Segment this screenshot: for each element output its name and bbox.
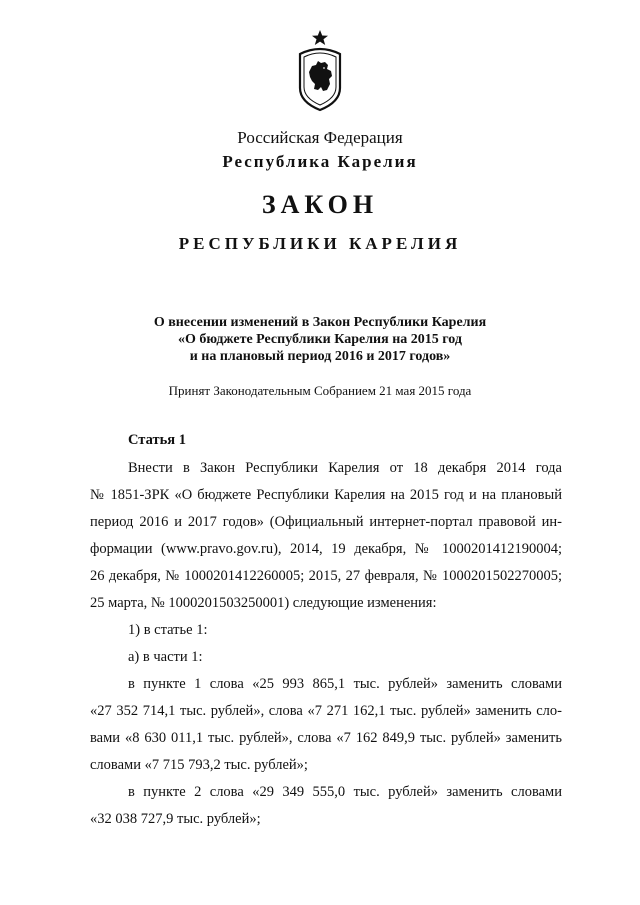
karelia-coat-of-arms-icon	[294, 28, 346, 112]
document-type-subtitle: РЕСПУБЛИКИ КАРЕЛИЯ	[178, 234, 462, 253]
law-title-line: «О бюджете Республики Карелия на 2015 год	[178, 332, 462, 347]
republic-name: Республика Карелия	[222, 152, 418, 171]
body-line: а) в части 1:	[128, 649, 203, 665]
body-line: Внести в Закон Республики Карелия от 18 декабря 2014 года	[128, 460, 562, 476]
body-line: период 2016 и 2017 годов» (Официальный интернет-портал правовой ин-	[90, 514, 562, 530]
body-line: 1) в статье 1:	[128, 622, 208, 638]
article-heading: Статья 1	[128, 432, 186, 448]
document-type: ЗАКОН	[261, 190, 379, 219]
body-line: «32 038 727,9 тыс. рублей»;	[90, 811, 261, 827]
law-title-line: О внесении изменений в Закон Республики Карелия	[153, 315, 487, 330]
body-line: в пункте 1 слова «25 993 865,1 тыс. рублей» заменить словами	[128, 676, 562, 692]
law-title	[0, 314, 640, 365]
law-title-line: и на плановый период 2016 и 2017 годов»	[189, 349, 451, 364]
body-line: в пункте 2 слова «29 349 555,0 тыс. рублей» заменить словами	[128, 784, 562, 800]
body-line: вами «8 630 011,1 тыс. рублей», слова «7 162 849,9 тыс. рублей» заменить	[90, 730, 562, 746]
body-line: 25 марта, № 1000201503250001) следующие изменения:	[90, 595, 437, 611]
body-line: формации (www.pravo.gov.ru), 2014, 19 декабря, № 1000201412190004;	[90, 541, 562, 557]
body-line: «27 352 714,1 тыс. рублей», слова «7 271 162,1 тыс. рублей» заменить сло-	[90, 703, 562, 719]
body-line: словами «7 715 793,2 тыс. рублей»;	[90, 757, 308, 773]
adoption-note: Принят Законодательным Собранием 21 мая 2015 года	[168, 383, 472, 398]
country-name: Российская Федерация	[237, 128, 403, 147]
body-line: 26 декабря, № 1000201412260005; 2015, 27 февраля, № 1000201502270005;	[90, 568, 562, 584]
body-line: № 1851-ЗРК «О бюджете Республики Карелия на 2015 год и на плановый	[90, 487, 562, 503]
